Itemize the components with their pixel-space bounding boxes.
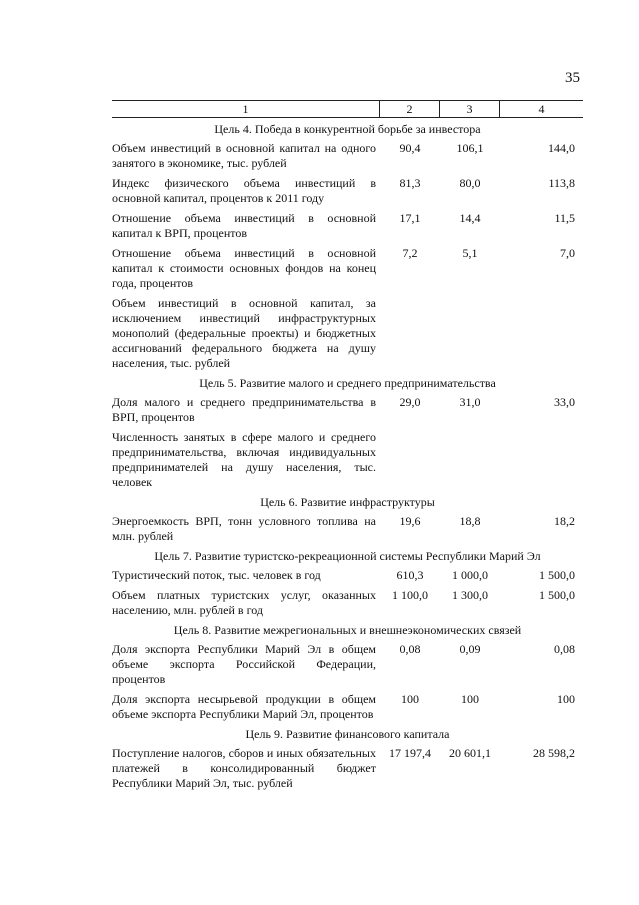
indicator-label: Поступление налогов, сборов и иных обязательных платежей в консолидированный бюджет Республики Марий Эл, тыс. рублей xyxy=(112,746,376,790)
indicator-label: Объем инвестиций в основной капитал, за исключением инвестиций инфраструктурных монополий (федеральные проекты) и бюджетных ассигнований федерального бюджета на душу населения, тыс. рублей xyxy=(112,296,376,370)
value-col-2: 19,6 xyxy=(399,514,421,528)
value-col-3: 1 000,0 xyxy=(452,568,488,582)
value-col-2: 7,2 xyxy=(402,246,418,260)
value-col-3: 18,8 xyxy=(459,514,481,528)
value-col-3 xyxy=(440,296,500,371)
value-col-2: 100 xyxy=(401,692,419,706)
value-col-3: 1 300,0 xyxy=(452,588,488,602)
section-title: Цель 6. Развитие инфраструктуры xyxy=(260,495,435,509)
value-col-3: 31,0 xyxy=(459,395,481,409)
indicator-label: Объем инвестиций в основной капитал на одного занятого в экономике, тыс. рублей xyxy=(112,141,376,170)
value-col-3: 80,0 xyxy=(459,176,481,190)
table-row xyxy=(112,430,583,490)
value-col-4: 113,8 xyxy=(548,176,575,190)
value-col-3: 106,1 xyxy=(456,141,484,155)
table-body xyxy=(112,122,583,791)
value-col-4 xyxy=(500,296,583,371)
value-col-3: 0,09 xyxy=(459,642,481,656)
value-col-2: 610,3 xyxy=(396,568,424,582)
table-row xyxy=(112,296,583,371)
section-title: Цель 5. Развитие малого и среднего предпринимательства xyxy=(199,376,496,390)
indicator-label: Энергоемкость ВРП, тонн условного топлива на млн. рублей xyxy=(112,514,376,543)
indicator-label: Отношение объема инвестиций в основной капитал к стоимости основных фондов на конец года, процентов xyxy=(112,246,376,290)
value-col-2: 90,4 xyxy=(399,141,421,155)
indicator-label: Индекс физического объема инвестиций в основной капитал, процентов к 2011 году xyxy=(112,176,376,205)
table-row xyxy=(112,246,583,291)
value-col-2: 0,08 xyxy=(399,642,421,656)
header-col-3: 3 xyxy=(440,101,500,117)
indicator-label: Численность занятых в сфере малого и среднего предпринимательства, включая индивидуальных предпринимателей на душу населения, тыс. человек xyxy=(112,430,376,489)
table-row xyxy=(112,395,583,425)
table-row xyxy=(112,746,583,791)
table-row xyxy=(112,176,583,206)
table-row xyxy=(112,211,583,241)
value-col-2 xyxy=(380,296,440,371)
table-row xyxy=(112,588,583,618)
value-col-4: 1 500,0 xyxy=(539,588,575,602)
table-row xyxy=(112,514,583,544)
section-title: Цель 8. Развитие межрегиональных и внешнеэкономических связей xyxy=(173,623,522,637)
value-col-4: 1 500,0 xyxy=(539,568,575,582)
indicators-table xyxy=(112,98,583,796)
value-col-2: 81,3 xyxy=(399,176,421,190)
section-title: Цель 4. Победа в конкурентной борьбе за инвестора xyxy=(214,122,481,136)
value-col-3: 5,1 xyxy=(462,246,478,260)
value-col-3: 20 601,1 xyxy=(449,746,491,760)
indicator-label: Доля экспорта несырьевой продукции в общем объеме экспорта Республики Марий Эл, процентов xyxy=(112,692,376,721)
value-col-3: 14,4 xyxy=(459,211,481,225)
value-col-4: 11,5 xyxy=(554,211,575,225)
value-col-3 xyxy=(440,430,500,490)
value-col-4: 33,0 xyxy=(554,395,575,409)
value-col-2 xyxy=(380,430,440,490)
table-row xyxy=(112,568,583,583)
value-col-4: 28 598,2 xyxy=(533,746,575,760)
value-col-4: 100 xyxy=(557,692,575,706)
indicator-label: Объем платных туристских услуг, оказанных населению, млн. рублей в год xyxy=(112,588,376,617)
table-row xyxy=(112,141,583,171)
indicator-label: Доля малого и среднего предпринимательства в ВРП, процентов xyxy=(112,395,376,424)
value-col-4 xyxy=(500,430,583,490)
value-col-3: 100 xyxy=(461,692,479,706)
header-col-4: 4 xyxy=(538,102,545,116)
value-col-2: 17,1 xyxy=(399,211,421,225)
value-col-4: 144,0 xyxy=(548,141,575,155)
header-col-1: 1 xyxy=(112,101,380,117)
table-row xyxy=(112,642,583,687)
value-col-2: 17 197,4 xyxy=(389,746,431,760)
page-number: 35 xyxy=(565,70,580,86)
section-title: Цель 9. Развитие финансового капитала xyxy=(245,727,450,741)
indicator-label: Отношение объема инвестиций в основной капитал к ВРП, процентов xyxy=(112,211,376,240)
value-col-4: 0,08 xyxy=(554,642,575,656)
indicator-label: Туристический поток, тыс. человек в год xyxy=(112,568,321,582)
header-col-2: 2 xyxy=(380,101,440,117)
table-header xyxy=(112,100,583,118)
section-title: Цель 7. Развитие туристско-рекреационной системы Республики Марий Эл xyxy=(154,549,541,563)
value-col-4: 7,0 xyxy=(560,246,575,260)
indicator-label: Доля экспорта Республики Марий Эл в общем объеме экспорта Российской Федерации, процентов xyxy=(112,642,376,686)
value-col-2: 29,0 xyxy=(399,395,421,409)
value-col-4: 18,2 xyxy=(554,514,575,528)
table-row xyxy=(112,692,583,722)
value-col-2: 1 100,0 xyxy=(392,588,428,602)
